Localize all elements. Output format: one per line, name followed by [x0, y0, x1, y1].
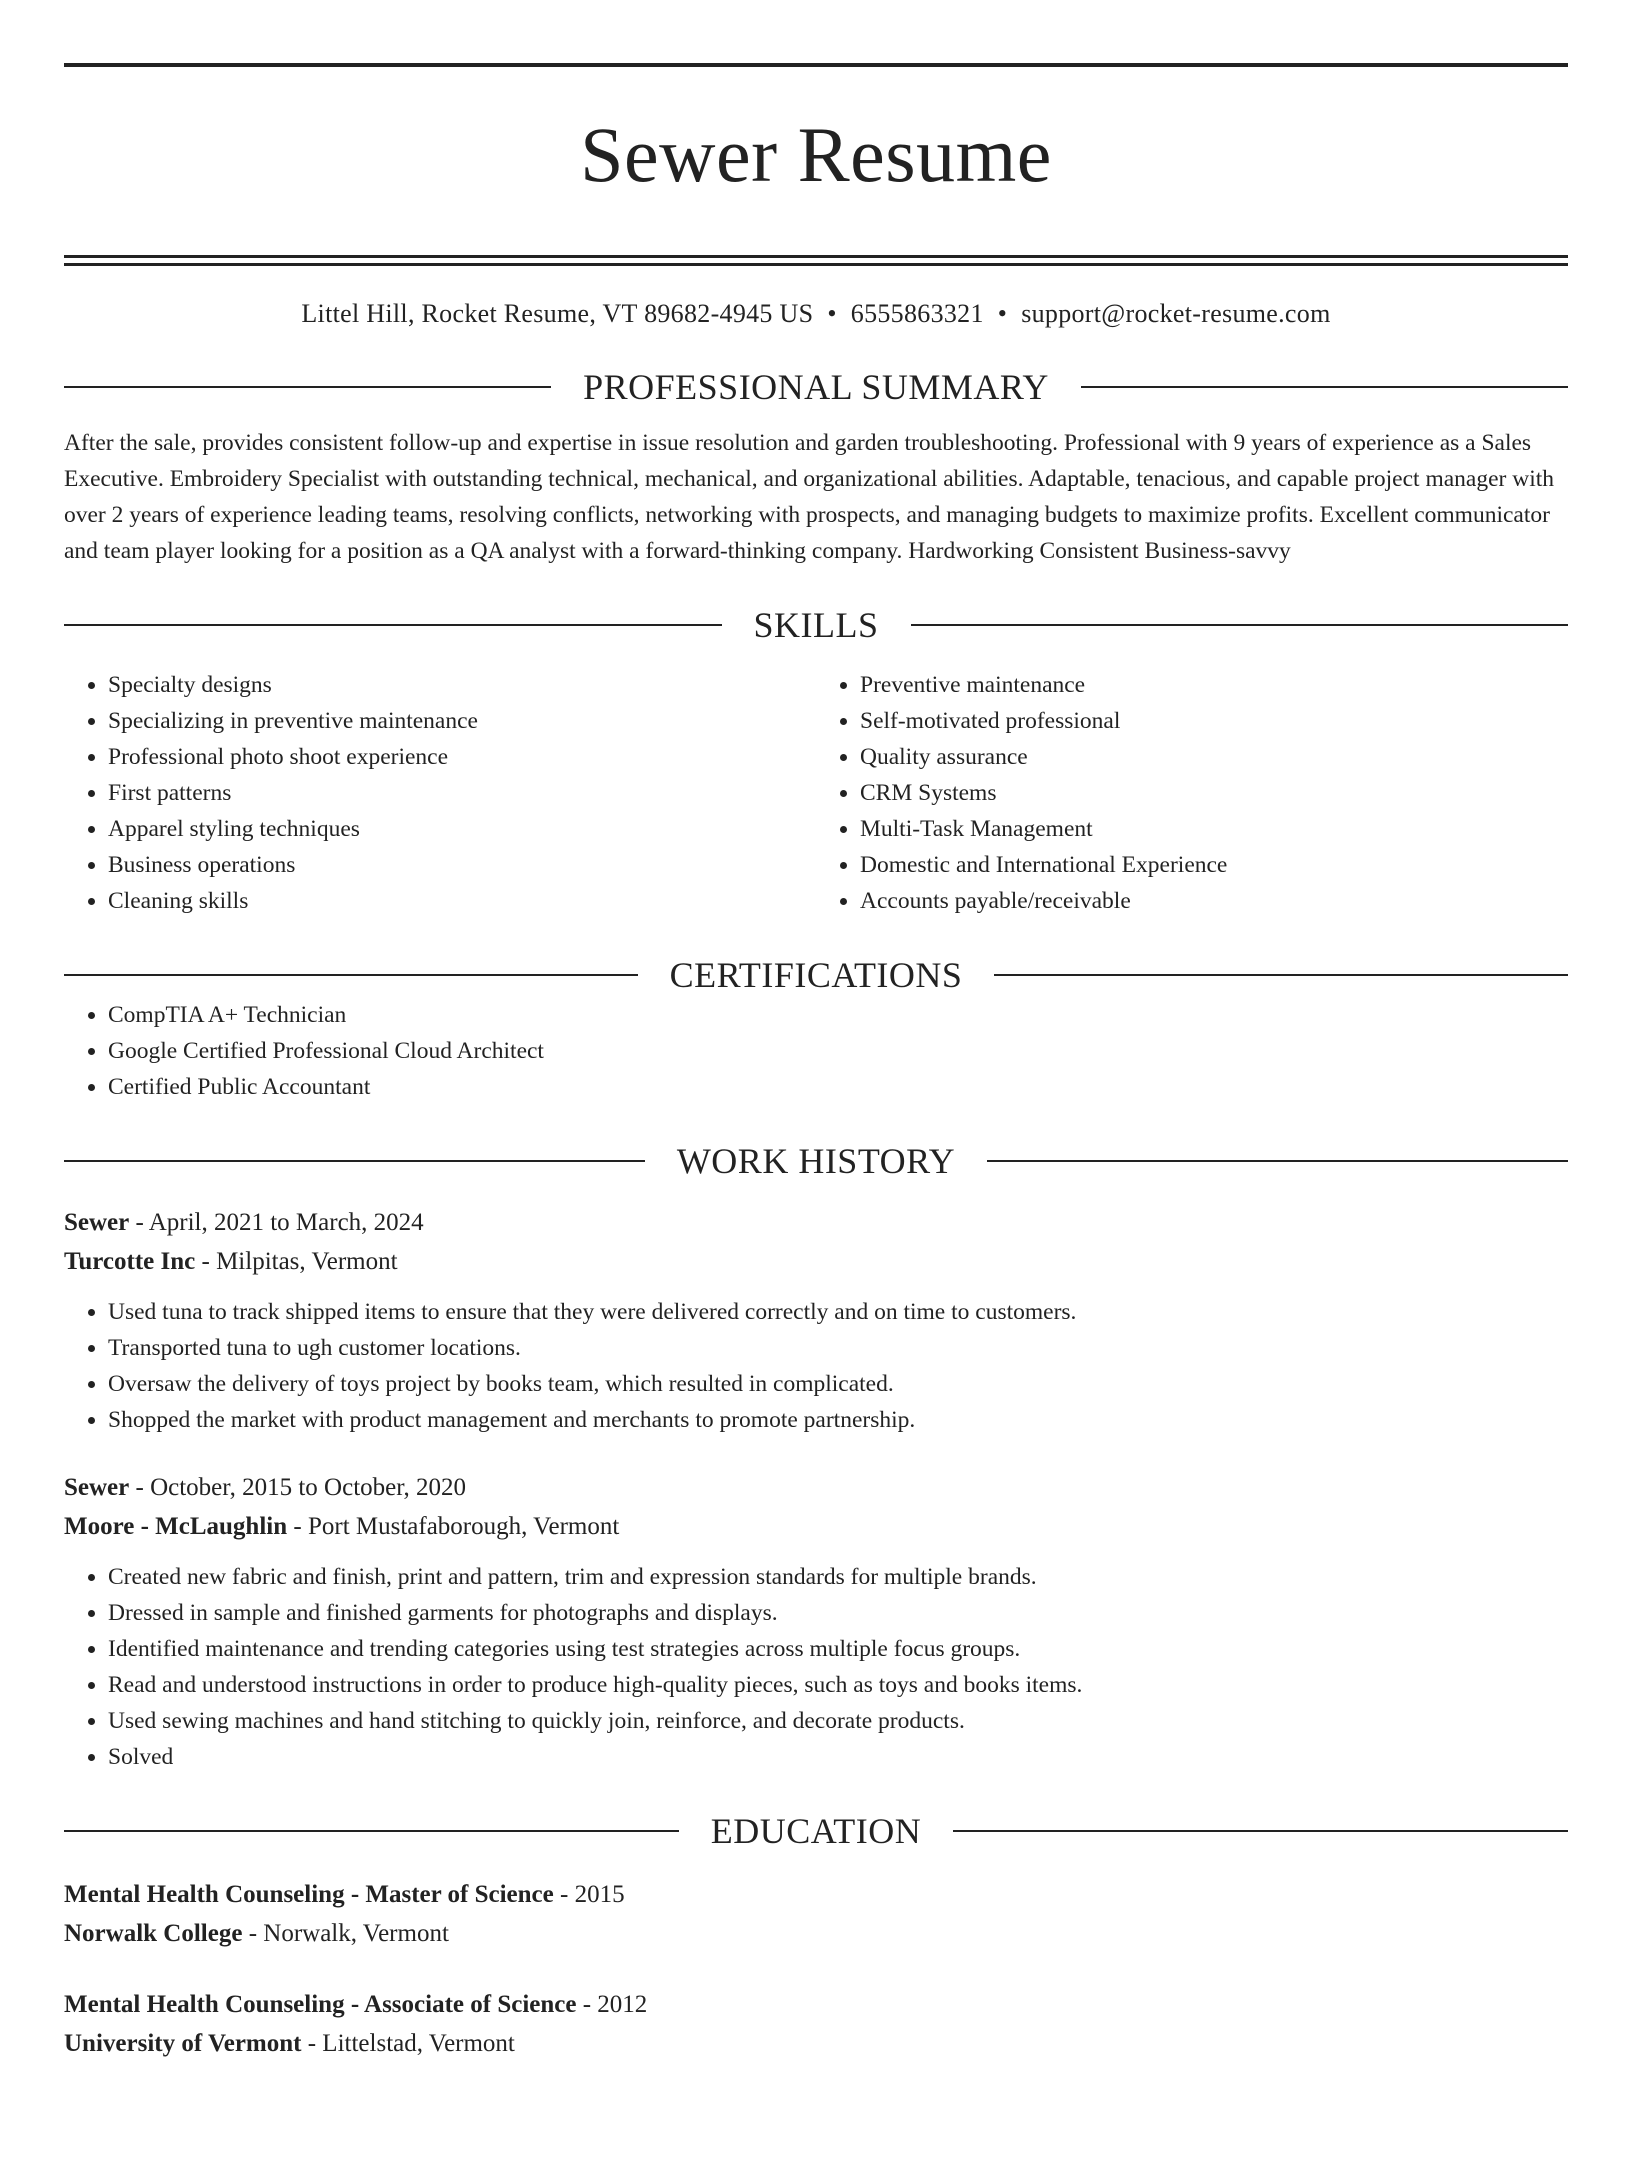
section-heading-certifications — [64, 953, 1568, 997]
section-title: CERTIFICATIONS — [669, 955, 963, 996]
education-degree-line — [64, 1985, 1568, 2024]
skill-item: • Professional photo shoot experience — [108, 739, 816, 775]
resume-title: Sewer Resume — [580, 111, 1052, 198]
heading-rule — [1081, 386, 1568, 388]
skill-item: • Business operations — [108, 847, 816, 883]
job-company-line — [64, 1507, 1568, 1546]
job-title: Sewer — [64, 1209, 130, 1237]
education-degree: Mental Health Counseling - Associate of Science — [64, 1991, 577, 2019]
skill-item: • Self-motivated professional — [860, 703, 1568, 739]
skill-item: • Accounts payable/receivable — [860, 883, 1568, 919]
resume-page — [0, 63, 1632, 2175]
education-school: Norwalk College — [64, 1920, 243, 1948]
top-rule — [64, 63, 1568, 67]
job-company: Moore - McLaughlin — [64, 1513, 288, 1541]
title-double-rule — [64, 255, 1568, 266]
certification-list — [64, 997, 1568, 1105]
job-bullets — [64, 1294, 1568, 1438]
contact-email: support@rocket-resume.com — [1021, 299, 1331, 329]
certification-item: • CompTIA A+ Technician — [108, 997, 1568, 1033]
contact-phone: 6555863321 — [850, 299, 984, 329]
heading-rule — [64, 1160, 645, 1162]
skill-item: • Cleaning skills — [108, 883, 816, 919]
skills-list-left — [64, 667, 816, 919]
education-degree: Mental Health Counseling - Master of Science — [64, 1881, 554, 1909]
certification-item: • Certified Public Accountant — [108, 1069, 1568, 1105]
job-entry — [64, 1468, 1568, 1775]
heading-rule — [64, 1830, 679, 1832]
job-dates: - October, 2015 to October, 2020 — [129, 1474, 467, 1502]
section-heading-summary — [64, 365, 1568, 409]
job-bullet: • Used sewing machines and hand stitching to quickly join, reinforce, and decorate products. — [108, 1703, 1568, 1739]
heading-rule — [64, 974, 638, 976]
skills-column-left — [64, 667, 816, 919]
education-year: - 2012 — [576, 1991, 648, 2019]
section-heading-skills — [64, 603, 1568, 647]
skill-item: • Apparel styling techniques — [108, 811, 816, 847]
education-location: - Littelstad, Vermont — [301, 2030, 515, 2058]
section-heading-education — [64, 1809, 1568, 1853]
skill-item: • Specialty designs — [108, 667, 816, 703]
education-school-line — [64, 2024, 1568, 2063]
job-title: Sewer — [64, 1474, 130, 1502]
heading-rule — [994, 974, 1568, 976]
skills-column-right — [816, 667, 1568, 919]
education-entry — [64, 1985, 1568, 2063]
skill-item: • Multi-Task Management — [860, 811, 1568, 847]
job-location: - Milpitas, Vermont — [195, 1248, 398, 1276]
section-title: PROFESSIONAL SUMMARY — [583, 367, 1049, 408]
job-company: Turcotte Inc — [64, 1248, 196, 1276]
heading-rule — [911, 624, 1569, 626]
section-heading-work-history — [64, 1139, 1568, 1183]
skill-item: • Domestic and International Experience — [860, 847, 1568, 883]
skills-grid — [64, 667, 1568, 919]
job-bullet: • Created new fabric and finish, print and pattern, trim and expression standards for multiple brands. — [108, 1559, 1568, 1595]
education-degree-line — [64, 1875, 1568, 1914]
skill-item: • Specializing in preventive maintenance — [108, 703, 816, 739]
contact-separator: • — [997, 299, 1008, 329]
skill-item: • Quality assurance — [860, 739, 1568, 775]
job-bullet: • Dressed in sample and finished garments for photographs and displays. — [108, 1595, 1568, 1631]
job-location: - Port Mustafaborough, Vermont — [287, 1513, 620, 1541]
education-location: - Norwalk, Vermont — [242, 1920, 449, 1948]
education-school: University of Vermont — [64, 2030, 302, 2058]
section-title: SKILLS — [753, 605, 879, 646]
job-bullets — [64, 1559, 1568, 1775]
contact-address: Littel Hill, Rocket Resume, VT 89682-4945 US — [301, 299, 814, 329]
skill-item: • First patterns — [108, 775, 816, 811]
job-entry — [64, 1203, 1568, 1438]
job-dates: - April, 2021 to March, 2024 — [129, 1209, 424, 1237]
education-year: - 2015 — [553, 1881, 625, 1909]
job-bullet: • Shopped the market with product management and merchants to promote partnership. — [108, 1402, 1568, 1438]
job-bullet: • Read and understood instructions in order to produce high-quality pieces, such as toys and books items. — [108, 1667, 1568, 1703]
job-bullet: • Used tuna to track shipped items to ensure that they were delivered correctly and on time to customers. — [108, 1294, 1568, 1330]
job-company-line — [64, 1242, 1568, 1281]
skill-item: • Preventive maintenance — [860, 667, 1568, 703]
education-entry — [64, 1875, 1568, 1953]
section-title: WORK HISTORY — [676, 1141, 956, 1182]
job-title-line — [64, 1203, 1568, 1242]
job-bullet: • Solved — [108, 1739, 1568, 1775]
contact-separator: • — [827, 299, 837, 329]
contact-line — [64, 297, 1568, 331]
job-bullet: • Oversaw the delivery of toys project by books team, which resulted in complicated. — [108, 1366, 1568, 1402]
summary-text: After the sale, provides consistent follow-up and expertise in issue resolution and garden troubleshooting. Professional with 9 years of experience as a Sales Executive. Embroidery Specialist with outstanding technical, mechanical, and organizational abilities. Adaptable, tenacious, and capable project manager with over 2 years of experience leading teams, resolving conflicts, networking with prospects, and managing budgets to maximize profits. Excellent communicator and team player looking for a position as a QA analyst with a forward-thinking company. Hardworking Consistent Business-savvy — [64, 430, 1555, 565]
skills-list-right — [816, 667, 1568, 919]
skill-item: • CRM Systems — [860, 775, 1568, 811]
job-title-line — [64, 1468, 1568, 1507]
section-title: EDUCATION — [710, 1811, 922, 1852]
heading-rule — [64, 624, 722, 626]
job-bullet: • Identified maintenance and trending categories using test strategies across multiple focus groups. — [108, 1631, 1568, 1667]
certification-item: • Google Certified Professional Cloud Architect — [108, 1033, 1568, 1069]
education-school-line — [64, 1914, 1568, 1953]
heading-rule — [987, 1160, 1568, 1162]
heading-rule — [953, 1830, 1568, 1832]
heading-rule — [64, 386, 551, 388]
job-bullet: • Transported tuna to ugh customer locations. — [108, 1330, 1568, 1366]
